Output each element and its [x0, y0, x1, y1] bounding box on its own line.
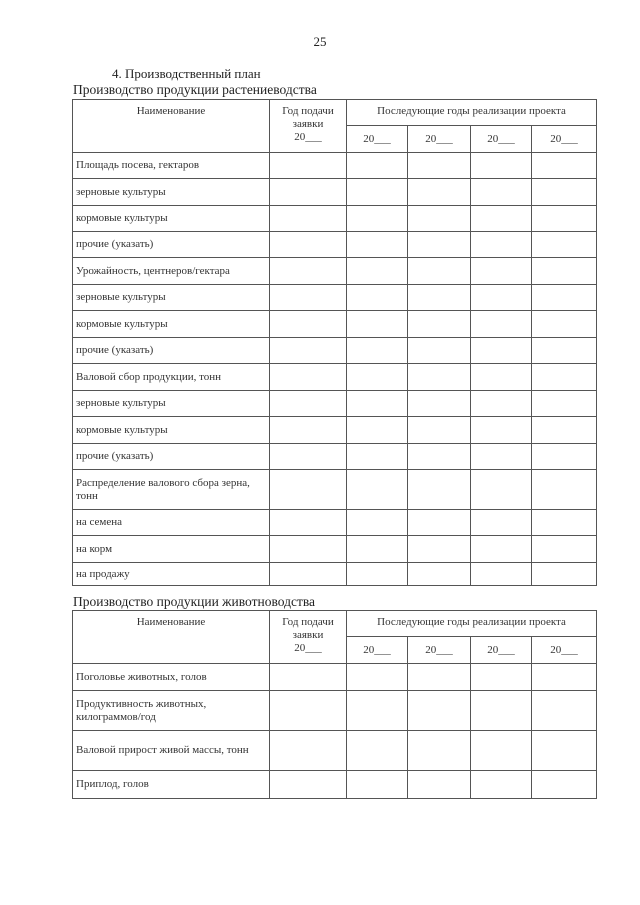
- row-label: кормовые культуры: [73, 311, 270, 338]
- header-year-col: 20___: [347, 126, 408, 153]
- table-cell-input[interactable]: [408, 311, 471, 338]
- table-cell-input[interactable]: [408, 470, 471, 510]
- table-cell-input[interactable]: [471, 444, 532, 470]
- table-cell-input[interactable]: [347, 391, 408, 417]
- row-label: Валовой прирост живой массы, тонн: [73, 731, 270, 771]
- table-cell-input[interactable]: [270, 417, 347, 444]
- header-year-col: 20___: [471, 637, 532, 664]
- table-cell-input[interactable]: [347, 364, 408, 391]
- table-row: [73, 664, 597, 691]
- table-cell-input[interactable]: [408, 536, 471, 563]
- header-year-line1: Год подачи: [282, 105, 334, 117]
- row-label: Урожайность, центнеров/гектара: [73, 258, 270, 285]
- row-label: зерновые культуры: [73, 391, 270, 417]
- table-row: [73, 444, 597, 470]
- table-cell-input[interactable]: [532, 206, 597, 232]
- table-cell-input[interactable]: [408, 444, 471, 470]
- table-cell-input[interactable]: [347, 731, 408, 771]
- table-cell-input[interactable]: [347, 510, 408, 536]
- row-label: прочие (указать): [73, 232, 270, 258]
- table-cell-input[interactable]: [408, 771, 471, 799]
- header-year-col: 20___: [408, 637, 471, 664]
- table-cell-input[interactable]: [532, 731, 597, 771]
- table-cell-input[interactable]: [270, 510, 347, 536]
- row-label: кормовые культуры: [73, 417, 270, 444]
- table-cell-input[interactable]: [408, 417, 471, 444]
- table-cell-input[interactable]: [270, 771, 347, 799]
- table-cell-input[interactable]: [270, 338, 347, 364]
- table-cell-input[interactable]: [270, 206, 347, 232]
- table-cell-input[interactable]: [408, 285, 471, 311]
- table-cell-input[interactable]: [408, 232, 471, 258]
- header-year-col: 20___: [532, 637, 597, 664]
- table-cell-input[interactable]: [532, 417, 597, 444]
- table-cell-input[interactable]: [471, 771, 532, 799]
- table-cell-input[interactable]: [532, 391, 597, 417]
- table-cell-input[interactable]: [532, 311, 597, 338]
- table-cell-input[interactable]: [471, 691, 532, 731]
- table-row: [73, 179, 597, 206]
- table-cell-input[interactable]: [471, 364, 532, 391]
- table-cell-input[interactable]: [270, 691, 347, 731]
- table-cell-input[interactable]: [471, 311, 532, 338]
- header-year-line1: Год подачи: [282, 616, 334, 628]
- table-cell-input[interactable]: [532, 664, 597, 691]
- row-label: на продажу: [73, 563, 270, 586]
- header-year-line3: 20___: [294, 642, 322, 654]
- table-row: [73, 691, 597, 731]
- table-cell-input[interactable]: [471, 664, 532, 691]
- table-row: [73, 417, 597, 444]
- header-year-line3: 20___: [294, 131, 322, 143]
- table-cell-input[interactable]: [408, 258, 471, 285]
- table-row: [73, 258, 597, 285]
- table-cell-input[interactable]: [471, 510, 532, 536]
- row-label: Площадь посева, гектаров: [73, 153, 270, 179]
- table-cell-input[interactable]: [471, 153, 532, 179]
- table-cell-input[interactable]: [347, 470, 408, 510]
- table-row: [73, 206, 597, 232]
- header-application-year: [270, 611, 347, 664]
- table-row: [73, 153, 597, 179]
- page-number: 25: [313, 34, 327, 49]
- table-cell-input[interactable]: [347, 153, 408, 179]
- table-cell-input[interactable]: [347, 691, 408, 731]
- row-label: Валовой сбор продукции, тонн: [73, 364, 270, 391]
- table-row: [73, 285, 597, 311]
- table-row: [73, 470, 597, 510]
- crop-production-table: [72, 99, 597, 586]
- livestock-production-table: [72, 610, 597, 799]
- row-label: зерновые культуры: [73, 285, 270, 311]
- row-label: Распределение валового сбора зерна, тонн: [73, 470, 270, 510]
- table-cell-input[interactable]: [270, 444, 347, 470]
- table-cell-input[interactable]: [532, 258, 597, 285]
- table-row: [73, 563, 597, 586]
- table-cell-input[interactable]: [347, 563, 408, 586]
- table-cell-input[interactable]: [532, 563, 597, 586]
- table-row: [73, 771, 597, 799]
- table-row: [73, 364, 597, 391]
- row-label: прочие (указать): [73, 338, 270, 364]
- table-cell-input[interactable]: [408, 153, 471, 179]
- table-cell-input[interactable]: [270, 391, 347, 417]
- table-cell-input[interactable]: [347, 536, 408, 563]
- table-cell-input[interactable]: [270, 364, 347, 391]
- table-cell-input[interactable]: [347, 417, 408, 444]
- table-cell-input[interactable]: [471, 563, 532, 586]
- table-cell-input[interactable]: [471, 536, 532, 563]
- table-cell-input[interactable]: [347, 232, 408, 258]
- header-year-col: 20___: [408, 126, 471, 153]
- table-cell-input[interactable]: [471, 258, 532, 285]
- table-row: [73, 510, 597, 536]
- table-cell-input[interactable]: [270, 258, 347, 285]
- table-cell-input[interactable]: [532, 691, 597, 731]
- row-label: кормовые культуры: [73, 206, 270, 232]
- header-subsequent-years: Последующие годы реализации проекта: [347, 611, 597, 637]
- table-cell-input[interactable]: [532, 771, 597, 799]
- table-cell-input[interactable]: [270, 179, 347, 206]
- section-title: 4. Производственный план: [112, 66, 261, 81]
- row-label: на корм: [73, 536, 270, 563]
- table-cell-input[interactable]: [408, 338, 471, 364]
- row-label: зерновые культуры: [73, 179, 270, 206]
- table-cell-input[interactable]: [471, 206, 532, 232]
- table-cell-input[interactable]: [408, 206, 471, 232]
- table-cell-input[interactable]: [471, 232, 532, 258]
- table-cell-input[interactable]: [532, 232, 597, 258]
- table-cell-input[interactable]: [532, 536, 597, 563]
- row-label: на семена: [73, 510, 270, 536]
- table-cell-input[interactable]: [270, 285, 347, 311]
- header-year-col: 20___: [471, 126, 532, 153]
- header-subsequent-years: Последующие годы реализации проекта: [347, 100, 597, 126]
- header-year-line2: заявки: [292, 629, 324, 641]
- table-cell-input[interactable]: [532, 470, 597, 510]
- header-year-col: 20___: [532, 126, 597, 153]
- table-cell-input[interactable]: [347, 179, 408, 206]
- header-name: Наименование: [73, 100, 270, 153]
- table-cell-input[interactable]: [347, 311, 408, 338]
- table-cell-input[interactable]: [532, 153, 597, 179]
- livestock-production-title: Производство продукции животноводства: [73, 594, 316, 609]
- table-cell-input[interactable]: [270, 470, 347, 510]
- row-label: прочие (указать): [73, 444, 270, 470]
- table-cell-input[interactable]: [471, 417, 532, 444]
- table-cell-input[interactable]: [270, 232, 347, 258]
- table-cell-input[interactable]: [408, 563, 471, 586]
- table-cell-input[interactable]: [347, 338, 408, 364]
- table-cell-input[interactable]: [408, 691, 471, 731]
- table-cell-input[interactable]: [408, 731, 471, 771]
- row-label: Продуктивность животных, килограммов/год: [73, 691, 270, 731]
- table-cell-input[interactable]: [471, 470, 532, 510]
- table-row: [73, 391, 597, 417]
- table-cell-input[interactable]: [347, 444, 408, 470]
- table-cell-input[interactable]: [532, 285, 597, 311]
- row-label: Приплод, голов: [73, 771, 270, 799]
- table-cell-input[interactable]: [347, 285, 408, 311]
- table-cell-input[interactable]: [347, 206, 408, 232]
- table-cell-input[interactable]: [347, 258, 408, 285]
- table-cell-input[interactable]: [532, 510, 597, 536]
- header-application-year: [270, 100, 347, 153]
- table-cell-input[interactable]: [270, 536, 347, 563]
- table-cell-input[interactable]: [532, 364, 597, 391]
- table-cell-input[interactable]: [408, 391, 471, 417]
- table-cell-input[interactable]: [270, 731, 347, 771]
- table-row: [73, 536, 597, 563]
- table-row: [73, 731, 597, 771]
- table-cell-input[interactable]: [471, 179, 532, 206]
- table-cell-input[interactable]: [347, 664, 408, 691]
- table-cell-input[interactable]: [471, 391, 532, 417]
- table-cell-input[interactable]: [471, 285, 532, 311]
- table-cell-input[interactable]: [408, 510, 471, 536]
- table-cell-input[interactable]: [408, 664, 471, 691]
- table-cell-input[interactable]: [270, 563, 347, 586]
- header-name: Наименование: [73, 611, 270, 664]
- row-label: Поголовье животных, голов: [73, 664, 270, 691]
- table-row: [73, 338, 597, 364]
- table-row: [73, 311, 597, 338]
- table-cell-input[interactable]: [532, 179, 597, 206]
- table-cell-input[interactable]: [408, 364, 471, 391]
- table-cell-input[interactable]: [270, 153, 347, 179]
- table-cell-input[interactable]: [471, 731, 532, 771]
- table-cell-input[interactable]: [408, 179, 471, 206]
- header-year-col: 20___: [347, 637, 408, 664]
- table-cell-input[interactable]: [270, 311, 347, 338]
- table-cell-input[interactable]: [532, 444, 597, 470]
- table-cell-input[interactable]: [532, 338, 597, 364]
- crop-production-title: Производство продукции растениеводства: [73, 82, 317, 97]
- header-year-line2: заявки: [292, 118, 324, 130]
- table-cell-input[interactable]: [347, 771, 408, 799]
- table-cell-input[interactable]: [471, 338, 532, 364]
- table-row: [73, 232, 597, 258]
- table-cell-input[interactable]: [270, 664, 347, 691]
